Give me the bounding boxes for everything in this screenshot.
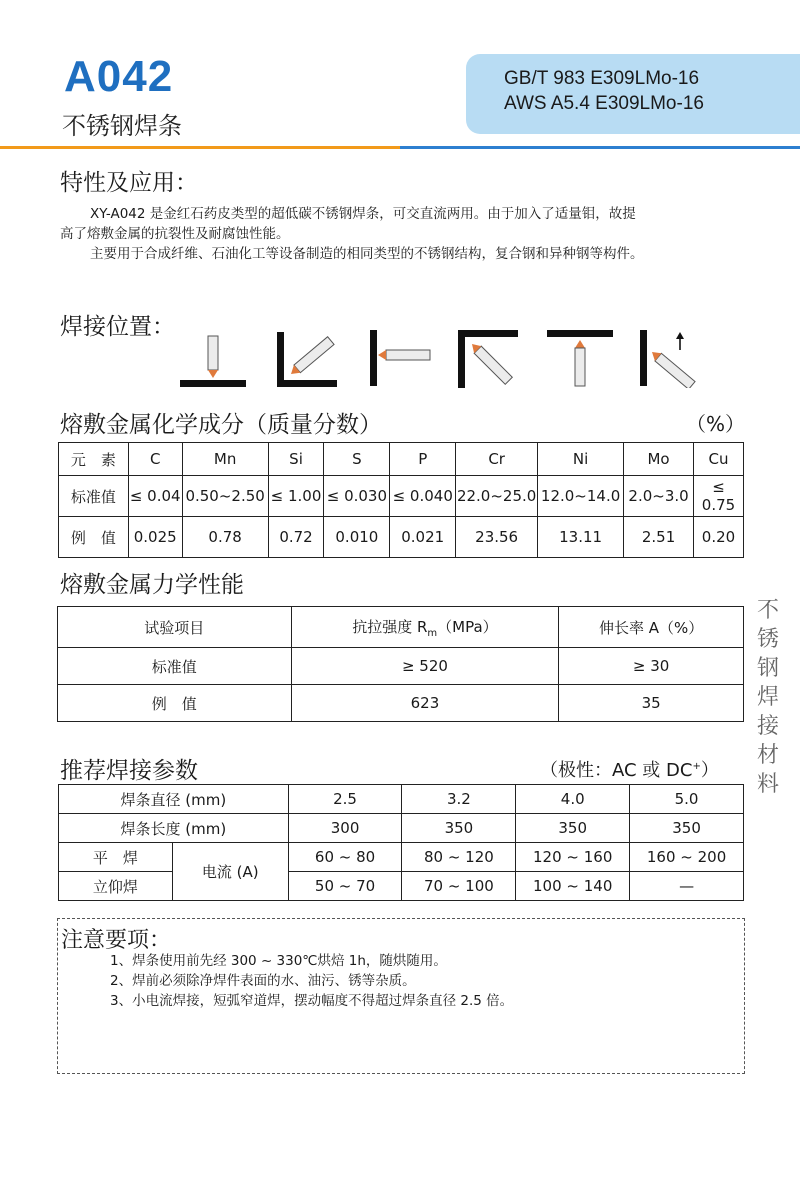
tensile-subscript: m: [427, 627, 438, 639]
table-header-cell: Mn: [182, 443, 268, 476]
table-cell: 例 值: [58, 685, 292, 722]
table-cell: 5.0: [630, 785, 744, 814]
table-cell: ≤ 0.75: [694, 476, 744, 517]
notes-box: [57, 918, 745, 1074]
table-cell: —: [630, 872, 744, 901]
overhead-position-icon: [547, 330, 613, 388]
table-header-cell: Si: [268, 443, 324, 476]
table-header-cell: 立仰焊: [59, 872, 173, 901]
table-cell: 100 ~ 140: [516, 872, 630, 901]
table-cell: 60 ~ 80: [288, 843, 402, 872]
notes-title: 注意要项：: [61, 928, 172, 953]
table-cell: 13.11: [538, 517, 624, 558]
mechanical-title: 熔敷金属力学性能: [60, 572, 244, 598]
table-row: [59, 517, 744, 558]
table-cell: 例 值: [59, 517, 129, 558]
standard-gb: GB/T 983 E309LMo-16: [504, 68, 700, 89]
table-cell: 120 ~ 160: [516, 843, 630, 872]
table-cell: 160 ~ 200: [630, 843, 744, 872]
table-cell: 2.5: [288, 785, 402, 814]
table-header-cell: S: [324, 443, 390, 476]
list-item: 1、焊条使用前先经 300 ~ 330℃烘焙 1h，随烘随用。: [110, 953, 447, 969]
table-cell: ≤ 0.030: [324, 476, 390, 517]
table-header-cell: 元 素: [59, 443, 129, 476]
table-cell: 3.2: [402, 785, 516, 814]
header-rule-orange: [0, 146, 400, 149]
horizontal-position-icon: [368, 330, 434, 388]
table-cell: 23.56: [456, 517, 538, 558]
table-header-cell: Cu: [694, 443, 744, 476]
tensile-label: 抗拉强度 R: [352, 617, 428, 636]
table-row: [59, 443, 744, 476]
table-header-cell: P: [390, 443, 456, 476]
table-row: [59, 843, 744, 872]
table-header-cell: Ni: [538, 443, 624, 476]
horizontal-fillet-icon: [275, 332, 339, 390]
table-cell: 0.20: [694, 517, 744, 558]
polarity-end: ）: [700, 760, 719, 781]
table-row: [59, 476, 744, 517]
features-para-3: 主要用于合成纤维、石油化工等设备制造的相同类型的不锈钢结构，复合钢和异种钢等构件。: [90, 246, 644, 262]
side-char: 不: [756, 598, 779, 623]
table-cell: ≥ 30: [559, 648, 744, 685]
table-cell: 80 ~ 120: [402, 843, 516, 872]
side-char: 焊: [756, 685, 779, 710]
side-char: 锈: [756, 627, 779, 652]
table-cell: 4.0: [516, 785, 630, 814]
side-char: 钢: [756, 656, 779, 681]
table-cell: 22.0~25.0: [456, 476, 538, 517]
side-label: [752, 596, 784, 799]
tensile-unit: （MPa）: [437, 617, 498, 636]
table-row: [58, 607, 744, 648]
table-header-cell: Cr: [456, 443, 538, 476]
side-char: 料: [756, 772, 779, 797]
polarity-note: [540, 756, 719, 782]
table-cell: 70 ~ 100: [402, 872, 516, 901]
table-header-cell: Mo: [624, 443, 694, 476]
table-header-cell: C: [128, 443, 182, 476]
table-cell: 0.72: [268, 517, 324, 558]
chemistry-table: [58, 442, 744, 558]
table-cell: 350: [630, 814, 744, 843]
table-cell: ≥ 520: [291, 648, 559, 685]
params-title: 推荐焊接参数: [60, 758, 198, 784]
features-title: 特性及应用：: [60, 170, 198, 196]
table-cell: 300: [288, 814, 402, 843]
table-cell: 2.0~3.0: [624, 476, 694, 517]
product-code: A042: [64, 52, 174, 101]
table-cell: 标准值: [59, 476, 129, 517]
vertical-up-icon: [638, 330, 704, 388]
table-row: [58, 648, 744, 685]
table-header-cell: 平 焊: [59, 843, 173, 872]
table-header-cell: 试验项目: [58, 607, 292, 648]
positions-title: 焊接位置：: [60, 314, 175, 340]
notes-list: [110, 951, 513, 1011]
table-cell: 350: [516, 814, 630, 843]
standard-aws: AWS A5.4 E309LMo-16: [504, 93, 704, 114]
side-char: 材: [756, 743, 779, 768]
polarity-sup: +: [692, 761, 701, 772]
table-cell: 0.78: [182, 517, 268, 558]
table-cell: 2.51: [624, 517, 694, 558]
features-text: [60, 204, 760, 264]
table-header-cell: 伸长率 A（%）: [559, 607, 744, 648]
table-header-cell: 电流 (A): [172, 843, 288, 901]
table-cell: 623: [291, 685, 559, 722]
standard-box: [466, 54, 800, 134]
features-para-2: 高了熔敷金属的抗裂性及耐腐蚀性能。: [60, 226, 290, 242]
chemistry-unit: （%）: [686, 412, 746, 436]
polarity-text: （极性：AC 或 DC: [540, 760, 693, 781]
table-cell: 0.50~2.50: [182, 476, 268, 517]
table-cell: 0.025: [128, 517, 182, 558]
table-row: [59, 814, 744, 843]
table-header-cell: [291, 607, 559, 648]
features-para-1: XY-A042 是金红石药皮类型的超低碳不锈钢焊条，可交直流两用。由于加入了适量钼，故提: [90, 206, 636, 222]
table-cell: 350: [402, 814, 516, 843]
table-header-cell: 焊条直径 (mm): [59, 785, 289, 814]
table-header-cell: 焊条长度 (mm): [59, 814, 289, 843]
overhead-fillet-icon: [456, 330, 522, 388]
table-row: [59, 872, 744, 901]
table-cell: 50 ~ 70: [288, 872, 402, 901]
table-cell: 35: [559, 685, 744, 722]
product-name: 不锈钢焊条: [62, 112, 182, 140]
list-item: 3、小电流焊接，短弧窄道焊，摆动幅度不得超过焊条直径 2.5 倍。: [110, 993, 514, 1009]
table-cell: 标准值: [58, 648, 292, 685]
params-table: [58, 784, 744, 901]
mechanical-table: [57, 606, 744, 722]
table-cell: 0.010: [324, 517, 390, 558]
table-cell: ≤ 0.04: [128, 476, 182, 517]
side-char: 接: [756, 714, 779, 739]
table-cell: ≤ 0.040: [390, 476, 456, 517]
table-row: [59, 785, 744, 814]
table-cell: ≤ 1.00: [268, 476, 324, 517]
table-row: [58, 685, 744, 722]
flat-position-icon: [180, 332, 246, 390]
table-cell: 12.0~14.0: [538, 476, 624, 517]
list-item: 2、焊前必须除净焊件表面的水、油污、锈等杂质。: [110, 973, 416, 989]
table-cell: 0.021: [390, 517, 456, 558]
chemistry-title: 熔敷金属化学成分（质量分数）: [60, 412, 382, 438]
